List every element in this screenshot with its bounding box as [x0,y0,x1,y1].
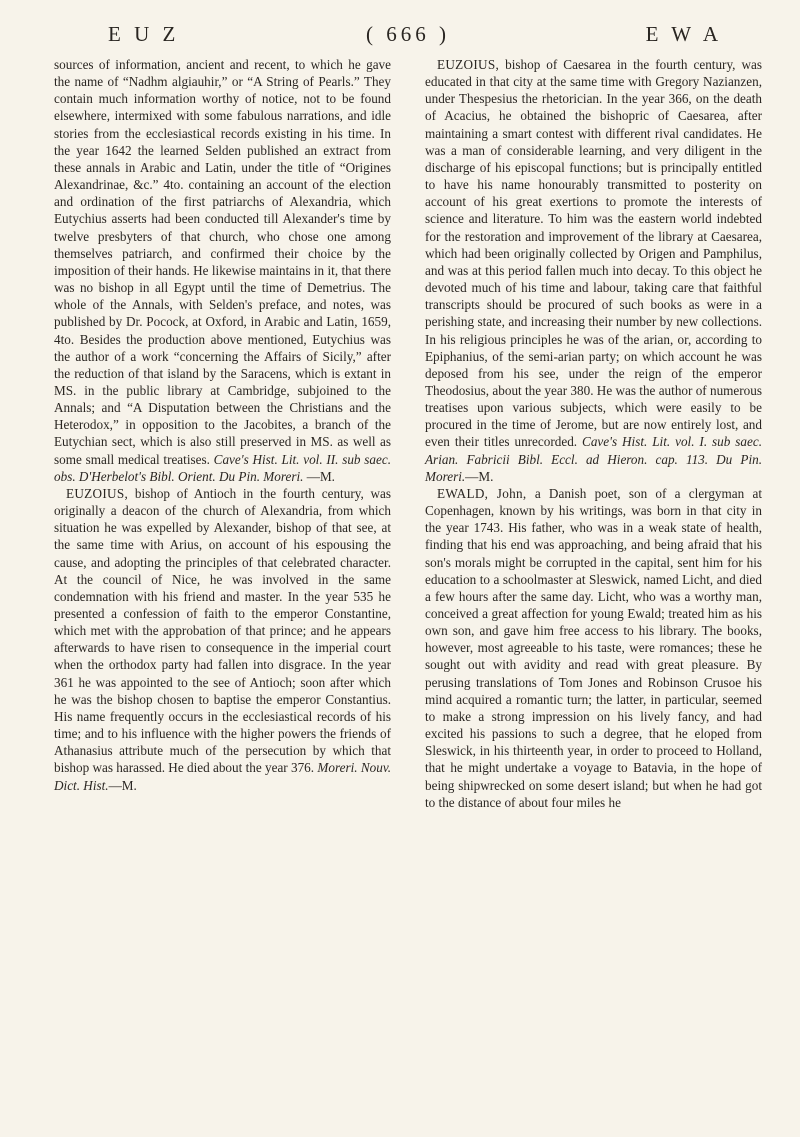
page-number: ( 666 ) [366,22,450,46]
entry-references: Moreri. Nouv. Dict. Hist. [54,760,392,793]
entry-body: a Danish poet, son of a clergyman at Copenhagen, known by his writings, was born in that city in the year 1743. His father, who was in a weak state of health, finding that his end was approaching, and being afraid that his son's morals might be corrupted in the capital, sent him for his education to a schoolmaster at Sleswick, named Licht, and died a few hours after the same day. Licht, who was a worthy man, conceived a great affection for young Ewald; treated him as his own son, and gave him free access to his library. The books, however, most agreeable to his taste, were romances; these he sought out with avidity and read with great pleasure. By perusing translations of Tom Jones and Robinson Crusoe his mind acquired a romantic turn; the latter, in particular, seemed to make a strong impression on his lively fancy, and had excited his passions to such a degree, that he eloped from Sleswick, in his thirteenth year, in order to proceed to Holland, that he might undertake a voyage to Batavia, in the hope of being shipwrecked on some desert island; but when he had got to the distance of about four miles he [425,485,763,810]
entry-headword: EWALD, John, [437,485,527,501]
entry-signature: —M. [306,468,335,484]
entry-signature: —M. [465,468,494,484]
header-right-catchword: E W A [645,22,722,46]
left-column [54,56,391,811]
entry-euzoius-antioch [54,485,391,794]
right-column [425,56,762,811]
entry-body: bishop of Caesarea in the fourth century, was educated in that city at the same time with Gregory Nazianzen, under Thespesius the rhetorician. In the year 366, on the death of Acacius, he obtained the bishopric of Caesarea, after maintaining a smart contest with different rival candidates. He was a man of considerable learning, and very diligent in the discharge of his episcopal functions; but is principally entitled to have his name honourably transmitted to posterity on account of his great exertions to promote the interests of science and literature. To him was the eastern world indebted for the restoration and improvement of the library at Caesarea, which had been originally collected by Origen and Pamphilus, and was at this period fallen much into decay. To this object he devoted much of his time and labour, taking care that faithful transcripts should be procured of such books as were in a perishing state, and increasing their number by new collections. In his religious principles he was of the arian, or, according to Epiphanius, of the semi-arian party; on which account he was deposed from his see, under the reign of the emperor Theodosius, about the year 380. He was the author of numerous treatises upon various subjects, which were easily to be procured in the time of Jerome, but are now entirely lost, and even their titles unrecorded. [425,57,762,450]
entry-references: Cave's Hist. Lit. vol. I. sub saec. Arian. Fabricii Bibl. Eccl. ad Hieron. cap. 113. Du Pin. Moreri. [425,434,763,484]
entry-eutychius-continuation [54,56,391,485]
entry-body: sources of information, ancient and recent, to which he gave the name of “Nadhm algiauhir,” or “A String of Pearls.” They contain much information worthy of notice, not to be found elsewhere, intermixed with some fabulous narrations, and idle stories from the ecclesiastical records existing in his time. In the year 1642 the learned Selden published an extract from these annals in Arabic and Latin, under the title of “Origines Alexandrinae, &c.” 4to. containing an account of the election and ordination of the first patriarchs of Alexandria, which Eutychius asserts had been conducted till Alexander's time by twelve presbyters of that church, who chose one among themselves patriarch, and confirmed their choice by the imposition of their hands. He likewise maintains in it, that there was no bishop in all Egypt until the time of Demetrius. The whole of the Annals, with Selden's preface, and notes, was published by Dr. Pocock, at Oxford, in Arabic and Latin, 1659, 4to. Besides the production above mentioned, Eutychius was the author of a work “concerning the Affairs of Sicily,” after the reduction of that island by the Saracens, which is extant in MS. in the public library at Cambridge, subjoined to the Annals; and “A Disputation between the Christians and the Heterodox,” in opposition to the Jacobites, a branch of the Eutychian sect, which is also still preserved in MS. as well as some small medical treatises. [54,57,391,467]
entry-signature: —M. [108,777,137,793]
entry-euzoius-caesarea [425,56,762,485]
text-columns [54,56,762,811]
entry-headword: EUZOIUS, [66,485,129,501]
entry-headword: EUZOIUS, [437,57,500,72]
running-header [54,14,762,54]
header-left-catchword: E U Z [108,22,180,46]
entry-body: bishop of Antioch in the fourth century, was originally a deacon of the church of Alexandria, from which situation he was expelled by Alexander, bishop of that see, at the same time with Arius, on account of his espousing the cause, and adopting the principles of that celebrated character. At the council of Nice, he was involved in the same condemnation with his friend and master. In the year 535 he presented a confession of faith to the emperor Constantine, which met with the approbation of that prince; and he appears afterwards to have risen to consequence in the imperial court when the orthodox party had fallen into disgrace. In the year 361 he was appointed to the see of Antioch; soon after which he was the bishop chosen to baptise the emperor Constantius. His name frequently occurs in the ecclesiastical records of his time; and to his influence with the higher powers the friends of Athanasius attribute much of the persecution by which that bishop was harassed. He died about the year 376. [54,485,391,776]
entry-ewald-john [425,485,762,811]
entry-references: Cave's Hist. Lit. vol. II. sub saec. obs. D'Herbelot's Bibl. Orient. Du Pin. Moreri. [54,451,392,484]
